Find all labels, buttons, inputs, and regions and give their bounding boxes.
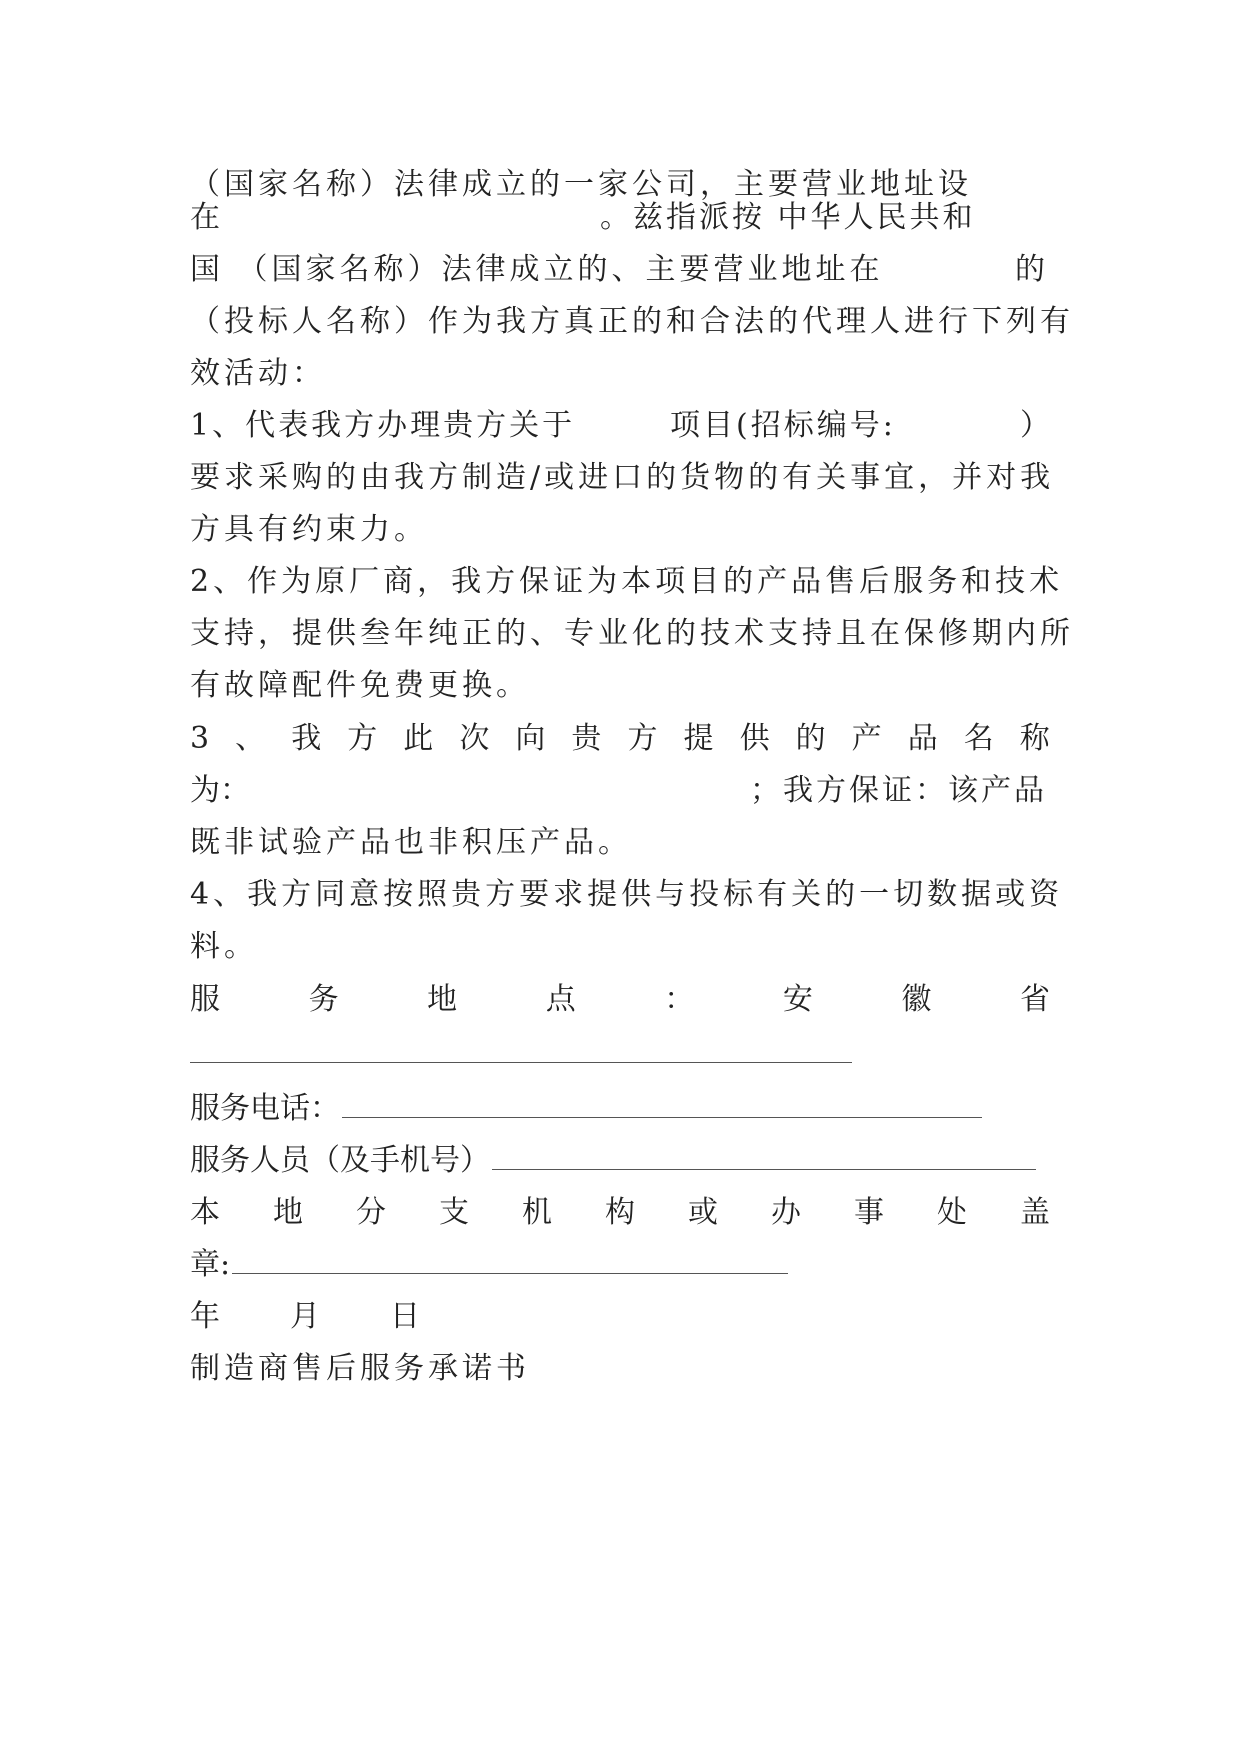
text-segment: 在 xyxy=(190,200,220,235)
text-line-21 xyxy=(190,1236,1050,1294)
text-segment: 国 （国家名称）法律成立的、主要营业地址在 xyxy=(190,252,884,287)
text-char: 安 xyxy=(782,982,813,1017)
document-heading: 制造商售后服务承诺书 xyxy=(190,1351,530,1386)
text-char: 向 xyxy=(515,721,546,756)
text-line-8: 方具有约束力。 xyxy=(190,512,428,547)
text-line-7: 要求采购的由我方制造/或进口的货物的有关事宜，并对我 xyxy=(190,460,1055,495)
text-line-1: （国家名称）法律成立的一家公司，主要营业地址设 xyxy=(190,167,972,202)
text-segment: 的 xyxy=(1015,252,1045,287)
text-char: 次 xyxy=(459,721,490,756)
text-char: 称 xyxy=(1019,721,1050,756)
text-char: 的 xyxy=(795,721,826,756)
text-char: 分 xyxy=(356,1195,386,1230)
text-segment: 1、代表我方办理贵方关于 xyxy=(190,408,576,443)
text-line-9: 2、作为原厂商，我方保证为本项目的产品售后服务和技术 xyxy=(190,564,1064,599)
text-char: 构 xyxy=(605,1195,635,1230)
text-char: ： xyxy=(664,982,695,1017)
seal-label: 章: xyxy=(190,1247,231,1282)
service-phone-underline xyxy=(342,1091,982,1118)
text-char: 徽 xyxy=(901,982,932,1017)
text-char: 支 xyxy=(439,1195,469,1230)
text-char: 盖 xyxy=(1020,1195,1050,1230)
text-char: 名 xyxy=(963,721,994,756)
text-char: 我 xyxy=(291,721,322,756)
text-segment: 项目(招标编号: xyxy=(670,408,896,443)
text-segment: ） xyxy=(1020,408,1050,443)
text-segment: 。兹指派按 中华人民共和 xyxy=(600,200,976,235)
service-staff-underline xyxy=(492,1143,1036,1170)
text-line-6 xyxy=(190,397,1050,455)
text-char: 省 xyxy=(1019,982,1050,1017)
text-char: 或 xyxy=(688,1195,718,1230)
text-line-12 xyxy=(190,710,1050,768)
service-phone-label: 服务电话： xyxy=(190,1091,340,1126)
text-line-4: （投标人名称）作为我方真正的和合法的代理人进行下列有 xyxy=(190,304,1074,339)
text-line-18 xyxy=(190,1080,1050,1138)
text-line-17 xyxy=(190,971,1050,1029)
text-line-3 xyxy=(190,241,1050,299)
text-char: 办 xyxy=(771,1195,801,1230)
text-char: 、 xyxy=(235,721,266,756)
text-line-2 xyxy=(190,189,1050,247)
service-staff-label: 服务人员（及手机号） xyxy=(190,1143,490,1178)
text-line-10: 支持，提供叁年纯正的、专业化的技术支持且在保修期内所 xyxy=(190,616,1074,651)
text-char: 地 xyxy=(273,1195,303,1230)
date-day-label: 日 xyxy=(390,1299,420,1334)
text-char: 处 xyxy=(937,1195,967,1230)
address-underline xyxy=(190,1062,852,1063)
text-char: 服 xyxy=(190,982,220,1017)
text-line-5: 效活动： xyxy=(190,356,326,391)
text-char: 地 xyxy=(427,982,458,1017)
text-line-14: 既非试验产品也非积压产品。 xyxy=(190,825,632,860)
text-char: 方 xyxy=(627,721,658,756)
text-char: 此 xyxy=(403,721,434,756)
text-char: 品 xyxy=(907,721,938,756)
seal-underline xyxy=(232,1247,788,1274)
text-char: 3 xyxy=(190,721,210,756)
text-line-15: 4、我方同意按照贵方要求提供与投标有关的一切数据或资 xyxy=(190,877,1064,912)
text-line-13 xyxy=(190,762,1050,820)
text-char: 点 xyxy=(545,982,576,1017)
text-line-16: 料。 xyxy=(190,929,258,964)
text-segment: 为： xyxy=(190,773,250,808)
date-year-label: 年 xyxy=(190,1299,220,1334)
text-line-19 xyxy=(190,1132,1050,1190)
text-segment: ；我方保证：该产品 xyxy=(750,773,1047,808)
text-char: 产 xyxy=(851,721,882,756)
text-line-20 xyxy=(190,1184,1050,1242)
date-month-label: 月 xyxy=(290,1299,320,1334)
text-char: 提 xyxy=(683,721,714,756)
text-char: 本 xyxy=(190,1195,220,1230)
text-char: 供 xyxy=(739,721,770,756)
date-line xyxy=(190,1288,1050,1346)
text-char: 机 xyxy=(522,1195,552,1230)
text-char: 方 xyxy=(347,721,378,756)
text-char: 贵 xyxy=(571,721,602,756)
text-char: 事 xyxy=(854,1195,884,1230)
text-line-11: 有故障配件免费更换。 xyxy=(190,668,530,703)
text-char: 务 xyxy=(308,982,339,1017)
